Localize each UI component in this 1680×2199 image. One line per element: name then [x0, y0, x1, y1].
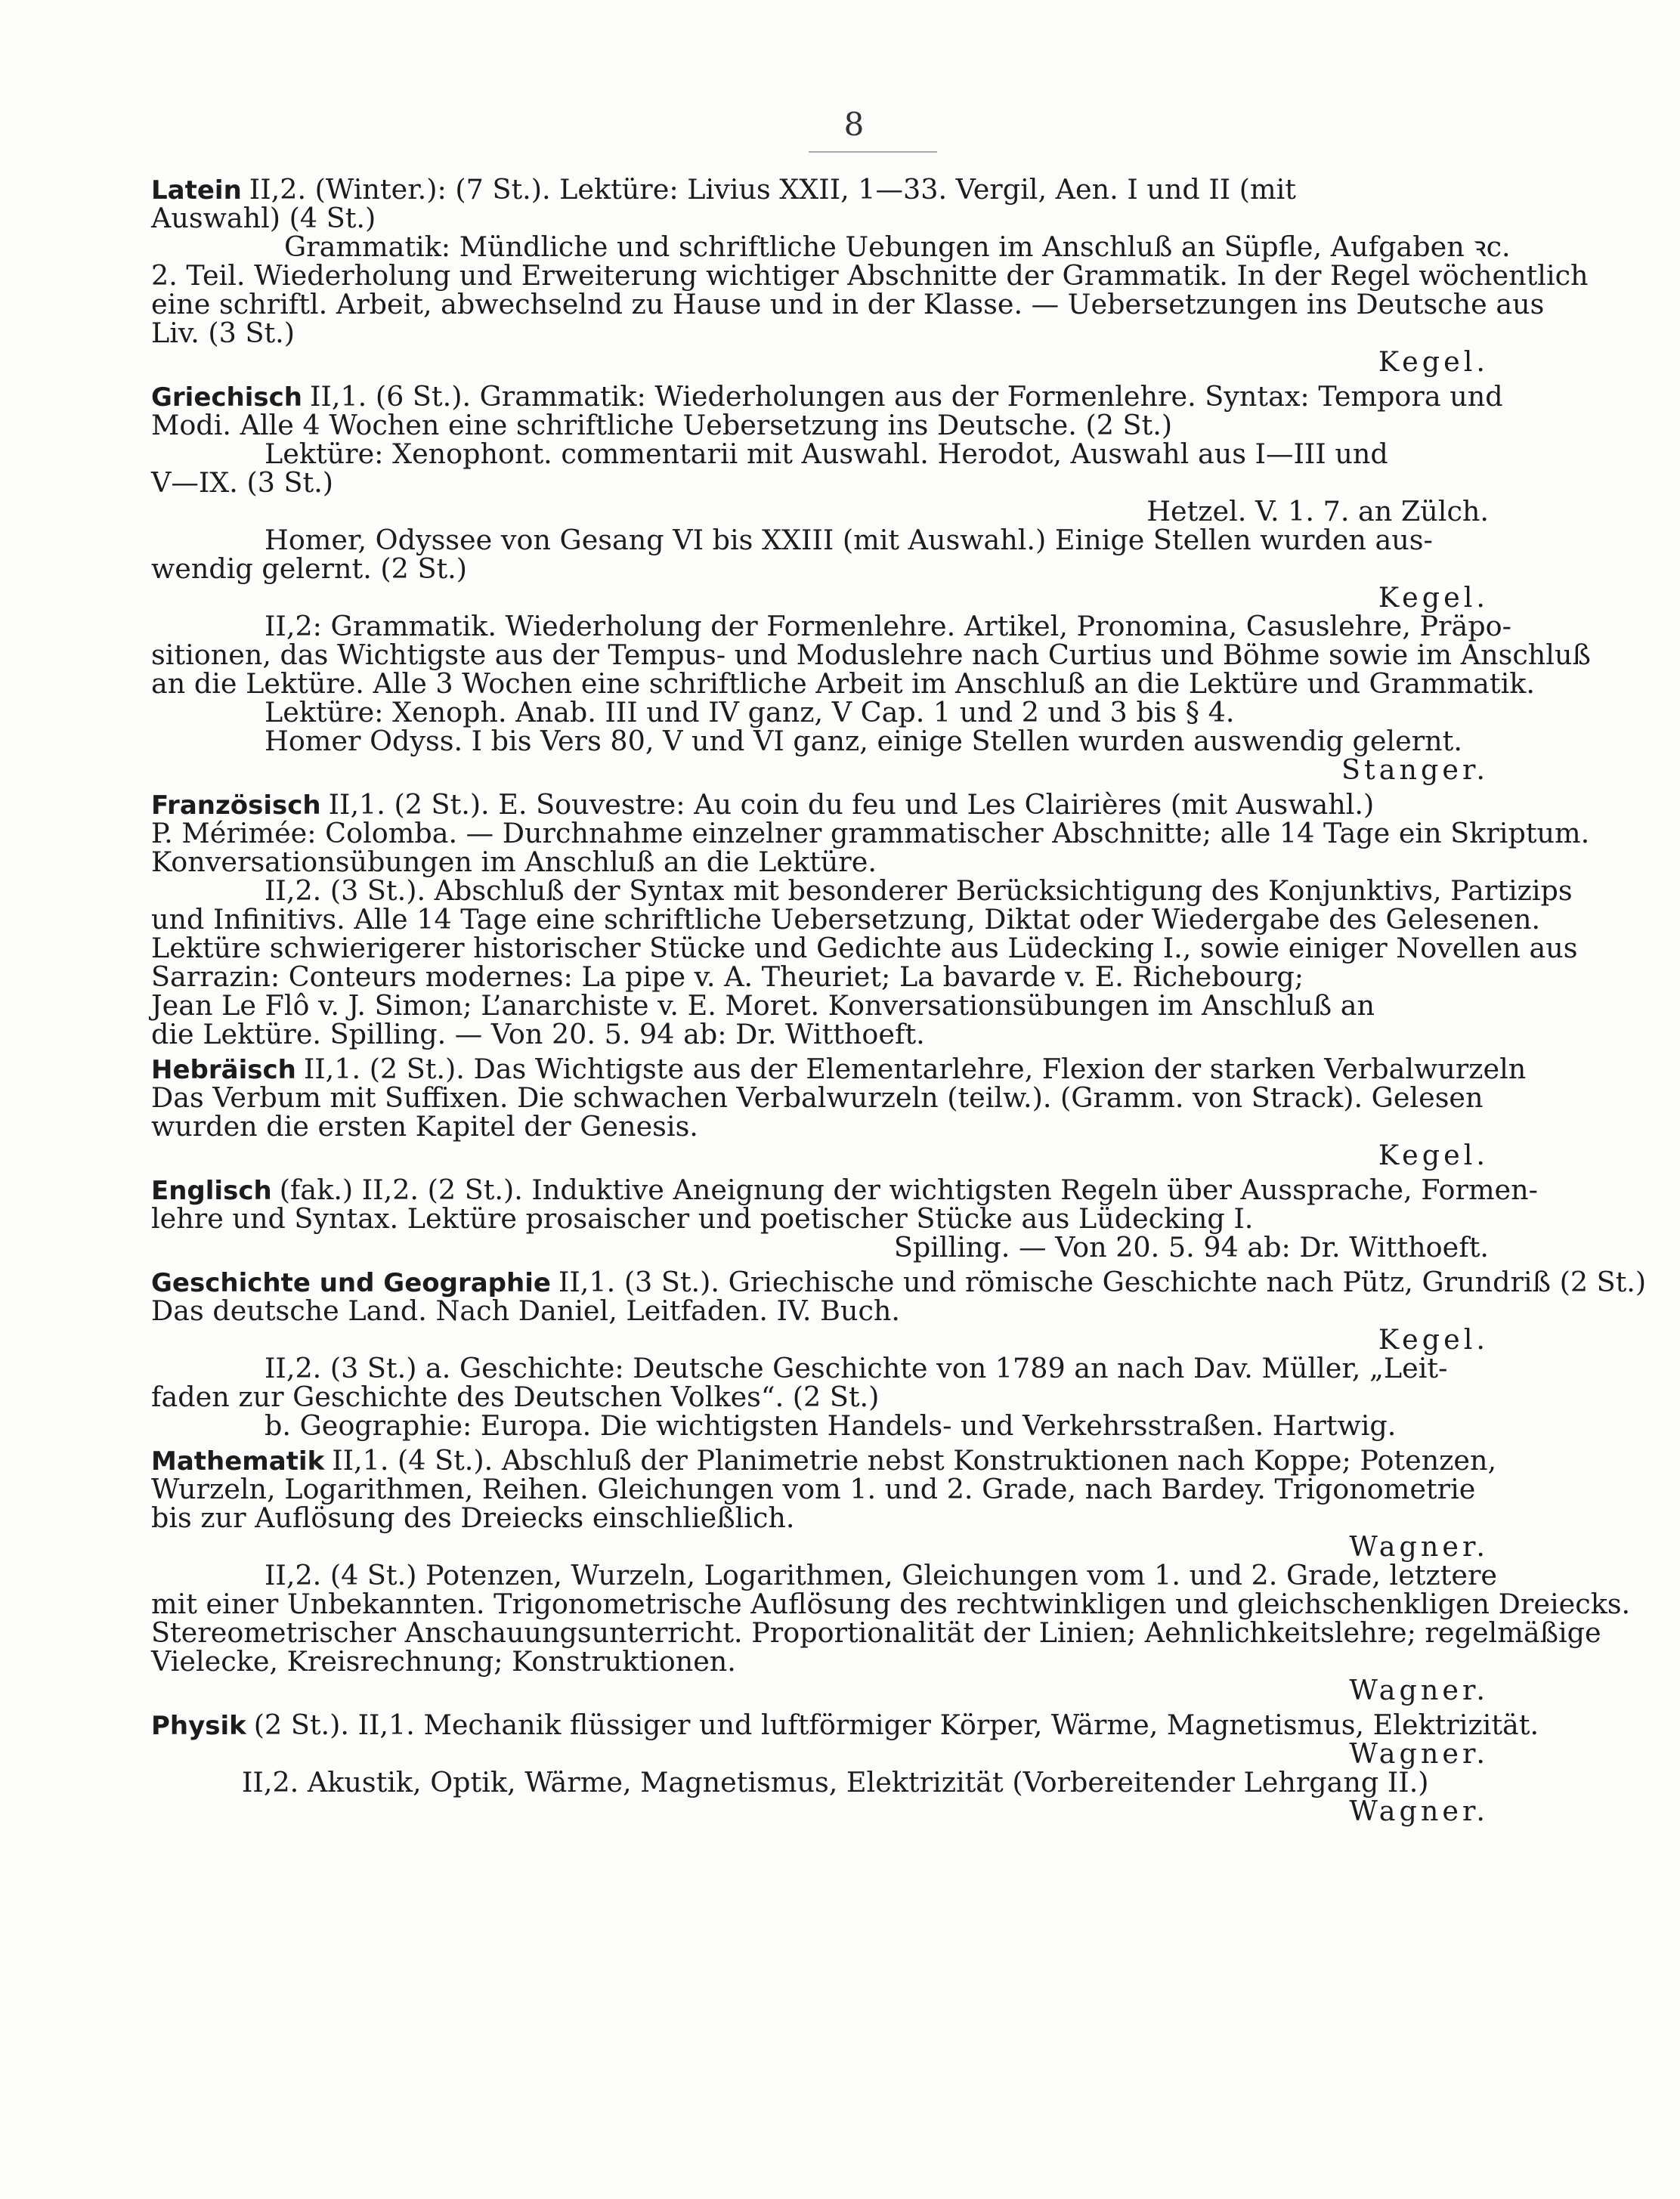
subject-heading: Hebräisch	[151, 1055, 296, 1085]
text-line	[151, 259, 1589, 292]
text-line	[151, 1409, 1534, 1442]
text-line	[151, 440, 1534, 469]
subject-heading: Geschichte und Geographie	[151, 1268, 551, 1298]
line-text: II,2. (3 St.). Abschluß der Syntax mit besonderer Berücksichtigung des Konjunktivs, Partizips	[265, 874, 1573, 907]
text-line	[151, 667, 1535, 700]
text-line	[151, 1354, 1534, 1383]
line-text: Das deutsche Land. Nach Daniel, Leitfaden. IV. Buch.	[151, 1294, 901, 1327]
text-line	[151, 1676, 1534, 1705]
text-line	[151, 1112, 1534, 1141]
line-text: II,1. (2 St.). E. Souvestre: Au coin du feu und Les Clairières (mit Auswahl.)	[328, 788, 1375, 821]
section-heading-line	[151, 790, 1534, 819]
section-heading-line	[151, 175, 1534, 204]
text-line	[151, 288, 1545, 320]
text-line	[151, 1202, 1534, 1235]
line-text: an die Lektüre. Alle 3 Wochen eine schriftliche Arbeit im Anschluß an die Lektüre und Grammatik.	[151, 667, 1535, 700]
text-line	[151, 1081, 1534, 1114]
line-text: II,2. Akustik, Optik, Wärme, Magnetismus, Elektrizität (Vorbereitender Lehrgang II.)	[242, 1766, 1429, 1798]
line-text: II,2. (Winter.): (7 St.). Lektüre: Livius XXII, 1—33. Vergil, Aen. I und II (mit	[249, 173, 1296, 206]
subject-heading: Physik	[151, 1711, 246, 1741]
text-line	[151, 753, 1534, 786]
document-body	[151, 173, 1647, 1827]
line-text: Kegel.	[1378, 1139, 1489, 1171]
line-text: Sarrazin: Conteurs modernes: La pipe v. A. Theuriet; La bavarde v. E. Richebourg;	[151, 960, 1304, 993]
line-text: Kegel.	[1378, 581, 1489, 614]
line-text: II,2. (3 St.) a. Geschichte: Deutsche Geschichte von 1789 an nach Dav. Müller, „Leit-	[265, 1352, 1448, 1384]
section-heading-line	[151, 382, 1534, 411]
line-text: b. Geographie: Europa. Die wichtigsten Handels- und Verkehrsstraßen. Hartwig.	[265, 1409, 1397, 1442]
line-text: V—IX. (3 St.)	[151, 466, 334, 499]
section-heading-line	[151, 1709, 1539, 1741]
line-text: Das Verbum mit Suffixen. Die schwachen Verbalwurzeln (teilw.). (Gramm. von Strack). Gelesen	[151, 1081, 1484, 1114]
text-line	[151, 1141, 1534, 1170]
line-text: Homer Odyss. I bis Vers 80, V und VI ganz, einige Stellen wurden auswendig gelernt.	[265, 725, 1462, 757]
text-line	[151, 932, 1578, 964]
text-line	[151, 874, 1573, 907]
line-text: Auswahl) (4 St.)	[151, 202, 376, 234]
subject-heading: Mathematik	[151, 1446, 325, 1477]
line-text: Stanger.	[1341, 753, 1489, 786]
text-line	[151, 848, 1534, 877]
line-text: P. Mérimée: Colomba. — Durchnahme einzelner grammatischer Abschnitte; alle 14 Tage ein Skriptum.	[151, 817, 1590, 849]
line-text: Wurzeln, Logarithmen, Reihen. Gleichungen vom 1. und 2. Grade, nach Bardey. Trigonometrie	[151, 1473, 1476, 1505]
text-line	[151, 319, 1534, 348]
line-text: II,1. (4 St.). Abschluß der Planimetrie nebst Konstruktionen nach Koppe; Potenzen,	[332, 1444, 1497, 1477]
line-text: Lektüre schwierigerer historischer Stücke und Gedichte aus Lüdecking I., sowie einiger Novellen aus	[151, 932, 1578, 964]
line-text: Wagner.	[1349, 1737, 1489, 1770]
text-line	[151, 817, 1590, 849]
text-line	[151, 991, 1534, 1020]
line-text: bis zur Auflösung des Dreiecks einschließlich.	[151, 1502, 795, 1534]
line-text: Konversationsübungen im Anschluß an die Lektüre.	[151, 846, 877, 878]
line-text: II,1. (2 St.). Das Wichtigste aus der Elementarlehre, Flexion der starken Verbalwurzeln	[303, 1053, 1527, 1085]
text-line	[151, 1504, 1534, 1532]
text-line	[151, 1532, 1534, 1561]
text-line	[151, 497, 1534, 526]
text-line	[151, 612, 1534, 641]
text-line	[151, 466, 1534, 499]
line-text: Homer, Odyssee von Gesang VI bis XXIII (mit Auswahl.) Einige Stellen wurden aus-	[265, 524, 1433, 556]
line-text: Stereometrischer Anschauungsunterricht. Proportionalität der Linien; Aehnlichkeitslehre; regelmäßige	[151, 1616, 1601, 1649]
line-text: lehre und Syntax. Lektüre prosaischer und poetischer Stücke aus Lüdecking I.	[151, 1202, 1254, 1235]
subject-heading: Griechisch	[151, 382, 302, 413]
line-text: Modi. Alle 4 Wochen eine schriftliche Uebersetzung ins Deutsche. (2 St.)	[151, 409, 1173, 441]
text-line	[151, 552, 1534, 585]
line-text: Wagner.	[1349, 1795, 1489, 1827]
line-text: 2. Teil. Wiederholung und Erweiterung wichtiger Abschnitte der Grammatik. In der Regel wöchentlich	[151, 259, 1589, 292]
line-text: Spilling. — Von 20. 5. 94 ab: Dr. Witthoeft.	[893, 1231, 1489, 1263]
text-line	[151, 698, 1534, 727]
text-line	[151, 411, 1534, 440]
line-text: Grammatik: Mündliche und schriftliche Uebungen im Anschluß an Süpfle, Aufgaben ꝛc.	[284, 230, 1511, 263]
section-heading-line	[151, 1174, 1538, 1206]
line-text: (fak.) II,2. (2 St.). Induktive Aneignung der wichtigsten Regeln über Aussprache, Formen-	[279, 1174, 1538, 1206]
subject-heading: Englisch	[151, 1176, 272, 1206]
section-heading-line	[151, 1266, 1647, 1298]
text-line	[151, 1616, 1601, 1649]
text-line	[151, 1561, 1534, 1590]
text-line	[151, 1475, 1534, 1504]
line-text: (2 St.). II,1. Mechanik flüssiger und luftförmiger Körper, Wärme, Magnetismus, Elektrizität.	[253, 1709, 1539, 1741]
line-text: die Lektüre. Spilling. — Von 20. 5. 94 ab: Dr. Witthoeft.	[151, 1018, 925, 1050]
text-line	[151, 960, 1534, 993]
text-line	[151, 1325, 1534, 1354]
line-text: wurden die ersten Kapitel der Genesis.	[151, 1110, 698, 1143]
line-text: faden zur Geschichte des Deutschen Volkes“. (2 St.)	[151, 1381, 880, 1413]
line-text: Wagner.	[1349, 1674, 1489, 1706]
subject-heading: Französisch	[151, 790, 321, 821]
line-text: Lektüre: Xenoph. Anab. III und IV ganz, V Cap. 1 und 2 und 3 bis § 4.	[265, 696, 1235, 728]
line-text: Kegel.	[1378, 345, 1489, 378]
line-text: Lektüre: Xenophont. commentarii mit Auswahl. Herodot, Auswahl aus I—III und	[265, 438, 1388, 470]
text-line	[151, 583, 1534, 612]
line-text: II,1. (3 St.). Griechische und römische Geschichte nach Pütz, Grundriß (2 St.)	[558, 1266, 1647, 1298]
line-text: wendig gelernt. (2 St.)	[151, 552, 468, 585]
page-number: 8	[843, 106, 865, 143]
line-text: Wagner.	[1349, 1530, 1489, 1563]
text-line	[151, 1294, 1534, 1327]
line-text: eine schriftl. Arbeit, abwechselnd zu Hause und in der Klasse. — Uebersetzungen ins Deutsche aus	[151, 288, 1545, 320]
text-line	[151, 903, 1541, 936]
section-heading-line	[151, 1446, 1534, 1475]
line-text: II,2. (4 St.) Potenzen, Wurzeln, Logarithmen, Gleichungen vom 1. und 2. Grade, letztere	[265, 1559, 1498, 1591]
line-text: Vielecke, Kreisrechnung; Konstruktionen.	[151, 1645, 736, 1678]
text-line	[151, 1020, 1534, 1049]
section-heading-line	[151, 1055, 1534, 1084]
line-text: mit einer Unbekannten. Trigonometrische Auflösung des rechtwinkligen und gleichschenkligen Dreiecks.	[151, 1588, 1631, 1620]
header-rule	[809, 151, 937, 153]
line-text: Kegel.	[1378, 1323, 1489, 1356]
text-line	[151, 1737, 1534, 1770]
text-line	[151, 727, 1534, 756]
text-line	[151, 230, 1534, 263]
subject-heading: Latein	[151, 175, 242, 206]
text-line	[151, 639, 1591, 671]
text-line	[151, 526, 1534, 555]
line-text: Liv. (3 St.)	[151, 317, 295, 349]
line-text: II,1. (6 St.). Grammatik: Wiederholungen aus der Formenlehre. Syntax: Tempora und	[310, 380, 1503, 413]
text-line	[151, 1797, 1534, 1826]
line-text: Hetzel. V. 1. 7. an Zülch.	[1146, 495, 1489, 527]
line-text: Jean Le Flô v. J. Simon; L’anarchiste v. E. Moret. Konversationsübungen im Anschluß an	[151, 989, 1375, 1022]
text-line	[151, 1768, 1534, 1797]
text-line	[151, 1647, 1534, 1676]
text-line	[151, 204, 1534, 233]
line-text: II,2: Grammatik. Wiederholung der Formenlehre. Artikel, Pronomina, Casuslehre, Präpo-	[265, 610, 1511, 642]
text-line	[151, 1588, 1631, 1620]
text-line	[151, 1383, 1534, 1412]
line-text: sitionen, das Wichtigste aus der Tempus- und Moduslehre nach Curtius und Böhme sowie im Anschluß	[151, 639, 1591, 671]
text-line	[151, 1233, 1534, 1262]
text-line	[151, 345, 1534, 378]
line-text: und Infinitivs. Alle 14 Tage eine schriftliche Uebersetzung, Diktat oder Wiedergabe des Gelesenen.	[151, 903, 1541, 936]
